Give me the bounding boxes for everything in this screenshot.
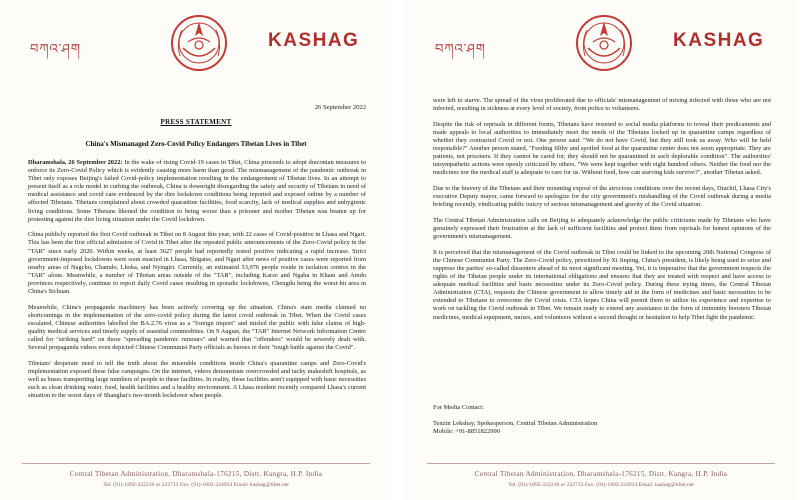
footer-divider [22,463,370,464]
press-page-1 [0,0,392,500]
tibetan-heading: བཀའ་ཤག [435,42,486,57]
paragraph [28,159,366,224]
paragraph-text: China publicly reported the first Covid outbreak in Tibet on 8 August this year, with 22 cases of Covid-positive in Lhasa and Ngari. This has been the first official admission of Covid in Tibet after the repeated public announcements of the Zero-Covid policy in the "TAR" since early 2020. Within weeks, at least 3627 people had reportedly tested positive indicating a rapid increase. Strict government-imposed lockdowns were soon enacted in Lhasa, Shigatse, and Ngari after news of positive cases were reported from nearby areas of Nagchu, Chamdo, Lhoka, and Nyingtri. Currently, an estimated 53,076 people reside in isolation centres in the "TAR" alone. Meanwhile, a number of Tibetan areas outside of the "TAR", including Karze and Ngaba in Kham and Amdo provinces respectively, continue to report daily Covid cases resulting in sporadic lockdowns, Chengdu being the worst-hit area in China's Sichuan. [28,231,366,295]
paragraph: Due to the bravery of the Tibetans and their mounting exposé of the atrocious conditions over the recent days, Drachil, Lhasa City's executive Deputy mayor, came forward to apologize for the city government's mishandling of the Covid outbreak during a media briefing recently, vindicating public outcry of serious mismanagement and gravity of the Covid situation. [433,185,771,209]
footer-divider [427,463,775,464]
kashag-title: KASHAG [673,30,765,51]
statement-headline: China's Mismanaged Zero-Covid Policy Endangers Tibetan Lives in Tibet [85,140,307,148]
paragraph [28,360,366,400]
press-statement-label: PRESS STATEMENT [160,118,232,126]
page-gap [396,0,401,500]
paragraph: It is perceived that the mismanagement of the Covid outbreak in Tibet could be linked to the upcoming 20th National Congress of the Chinese Communist Party. The Zero-Covid policy, prioritized by Xi Jinping, China's president, is likely being used to seize and suppress the parties' so-called dissenters ahead of its most significant meeting. Yet, it is imperative that the government respects the rights of the Tibetan people under its international obligations and ensures that they are treated with respect and have access to adequate medical facilities and basic necessities under its Zero-Covid policy. During these trying times, the Central Tibetan Administration (CTA), requests the Chinese government to allow timely aid in the form of medicines and basic necessities to be extended to Tibetans to overcome the Covid crisis. CTA hopes China will permit them to utilize its experience and expertise to work on tackling the Covid outbreak in Tibet. We remain ready to extend any assistance in the form of immunity boosters Tibetan medicines, medical equipment, nurses, and volunteers without a second thought or hesitation to help Tibet fight the pandemic. [433,248,771,321]
press-page-2 [405,0,797,500]
media-contact-name: Tenzin Lekshay, Spokesperson, Central Tibetan Administration [433,420,598,427]
footer-address: Central Tibetan Administration, Dharamshala-176215, Distt. Kangra, H.P. India [474,470,728,478]
tibetan-heading: བཀའ་ཤག [30,42,81,57]
paragraph: were left to starve. The spread of the virus proliferated due to officials' mismanagement of mixing infected with those who are not infected, resulting in sickness at every level of society, from police to volunteers. [433,97,771,113]
paragraph [28,304,366,353]
emblem-icon [168,12,230,74]
kashag-title: KASHAG [268,30,360,51]
right-body-text [433,97,771,329]
paragraph: The Central Tibetan Administration calls on Beijing to adequately acknowledge the public criticisms made by Tibetans who have genuinely expressed their frustration at the lack of sufficient facilities and protect them from reprisals for honest opinions of the government's mismanagement. [433,216,771,241]
media-contact-mobile: Mobile: +91-8851822990 [433,428,501,435]
footer-contact: Tel: (91)-1892-222218 or 222713 Fax: (91)-1892-224914 Email: kashag@tibet.net [103,482,289,488]
paragraph: Despite the risk of reprisals in different forms, Tibetans have resorted to social media platforms to reveal their predicaments and made appeals to local authorities to immediately meet the needs of the Tibetans locked up in quarantine camps regardless of whether they contracted Covid or not. One person said: "We do not have Covid, but they still took us away. Who will be held responsible?" Another person stated, "Feeding filthy and spoiled food at the quarantine center does not seem appropriate. They are patients, not prisoners. If they cannot be cared for, they should not be quarantined in such deplorable condition". The authorities' unsympathetic actions were openly criticized by others. "We were kept together with eight hundred others. Neither the food nor the medicines nor the medical staff is adequate to care for us. Without food, how can starving kids survive?", another Tibetan asked. [433,120,771,177]
paragraph [28,231,366,296]
left-body-text [28,159,366,408]
emblem-icon [573,12,635,74]
paragraph-text: Tibetans' desperate need to tell the truth about the miserable conditions inside China's quarantine camps and Zero-Covid's implementation exposed these false campaigns. On the internet, videos demonstrate overcrowded and tacky makeshift hospitals, as well as buses transporting large numbers of people to these facilities. In reality, these facilities aren't equipped with basic necessities such as clean drinking water, food, health facilities and a healthy environment. A Lhasa resident recently compared Lhasa's current situation to the worst days of Shanghai's two-month lockdown when people [28,359,366,400]
footer-contact: Tel: (91)-1892-222218 or 222713 Fax: (91)-1892-224914 Email: kashag@tibet.net [508,482,694,488]
statement-date: 26 September 2022 [314,104,366,111]
paragraph-text: In the wake of rising Covid-19 cases in Tibet, China proceeds to adopt draconian measures to enforce its Zero-Covid Policy which is evidently causing more harm than good. The mismanagement of the pandemic outbreak in Tibet only exposes Beijing's failed Covid-policy implementation resulting in the endangerment of Tibetan lives. In an attempt to present itself as a role model in curbing the outbreak, China is downright disregarding the safety and security of Tibetans in need of medical assistance and covid care evidenced by the dire lockdown conditions being reported and exposed online by a number of affected Tibetans. Tibetans complained about crowded quarantine facilities, food scarcity, lack of medical supplies and unhygienic living conditions. Some Tibetans likened the condition to being worse than a prisoner and mother Tibetan was beaten up for protesting against the dire living situation under the Covid lockdown. [28,159,366,223]
paragraph-lead: Dharamshala, 26 September 2022: [28,159,123,166]
paragraph-text: Meanwhile, China's propaganda machinery has been actively covering up the situation. China's state media claimed no shortcomings in the implementation of the zero-covid policy during the latest covid outbreak in Tibet. When the Covid cases escalated, Chinese authorities labelled the BA.2.76 virus as a "foreign import" and misled the public with false claims of high-quality medical services and timely supply of essential commodities. On 9 August, the "TAR" Internet Network Information Centre called for "striking hard" on those "spreading pandemic rumours" and warned that "offenders" would be severely dealt with. Several propaganda videos even depicted Chinese Communist Party officials as heroes in their "tough battle against the Covid". [28,303,366,352]
media-contact-label: For Media Contact: [433,404,484,411]
footer-address: Central Tibetan Administration, Dharamshala-176215, Distt. Kangra, H.P. India [69,470,323,478]
